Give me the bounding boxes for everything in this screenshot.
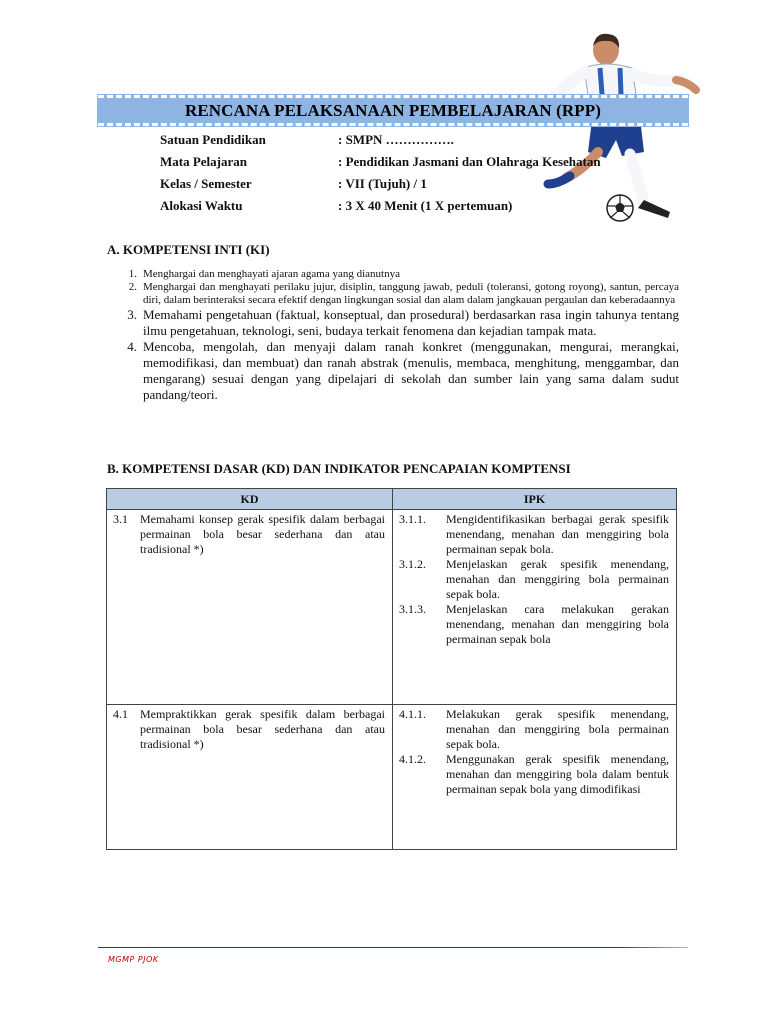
ipk-entry [399,707,669,752]
ipk-text: Melakukan gerak spesifik menendang, menahan dan menggiring bola permainan sepak bola. [446,707,669,751]
section-b-heading: B. KOMPETENSI DASAR (KD) DAN INDIKATOR PENCAPAIAN KOMPTENSI [107,461,571,476]
document-title: RENCANA PELAKSANAAN PEMBELAJARAN (RPP) [184,100,602,120]
kd-cell [107,510,393,705]
ki-number: 1. [128,268,137,280]
kd-code: 3.1 [113,512,128,526]
kd-column-header: KD [107,489,393,510]
ipk-code: 4.1.1. [399,707,426,721]
ki-text: Mencoba, mengolah, dan menyaji dalam ranah konkret (menggunakan, mengurai, merangkai, memodifikasi, dan membuat) dan ranah abstrak (menulis, membaca, menghitung, menggambar, dan mengarang) sesuai dengan yang dipelajari di sekolah dan sumber lain yang sama dalam sudut pandang/teori. [143,339,679,402]
identity-value: : 3 X 40 Menit (1 X pertemuan) [338,198,513,213]
footer-label: MGMP PJOK [108,955,159,964]
ki-item [107,268,679,281]
ipk-text: Menjelaskan cara melakukan gerakan menendang, menahan dan menggiring bola permainan sepak bola [446,602,669,646]
ipk-column-header: IPK [393,489,677,510]
identity-row [160,198,601,220]
identity-row [160,176,601,198]
kd-entry [113,512,385,557]
identity-block [160,132,601,220]
kd-text: Mempraktikkan gerak spesifik dalam berbagai permainan bola besar sederhana dan atau tradisional *) [140,707,385,751]
ki-number: 4. [127,339,137,354]
ki-list [107,268,679,403]
kd-entry [113,707,385,752]
ipk-code: 3.1.1. [399,512,426,526]
ipk-text: Menggunakan gerak spesifik menendang, menahan dan menggiring bola dalam bentuk permainan sepak bola yang dimodifikasi [446,752,669,796]
ipk-code: 4.1.2. [399,752,426,766]
kd-cell [107,705,393,850]
ipk-code: 3.1.3. [399,602,426,616]
title-banner [98,95,688,126]
identity-label: Mata Pelajaran [160,154,248,169]
section-a-heading: A. KOMPETENSI INTI (KI) [107,242,270,257]
ipk-entry [399,752,669,797]
ipk-entry [399,602,669,647]
ipk-cell [393,510,677,705]
table-row [107,510,677,705]
ki-text: Menghargai dan menghayati ajaran agama yang dianutnya [143,268,400,280]
identity-value: : SMPN ……………. [338,132,454,147]
ki-number: 2. [128,281,137,293]
ipk-text: Menjelaskan gerak spesifik menendang, menahan dan menggiring bola permainan sepak bola. [446,557,669,601]
table-row [107,705,677,850]
table-header-row [107,489,677,510]
identity-label: Kelas / Semester [160,176,252,191]
ipk-code: 3.1.2. [399,557,426,571]
footer-divider [98,947,688,948]
identity-row [160,154,601,176]
ki-text: Memahami pengetahuan (faktual, konseptual, dan prosedural) berdasarkan rasa ingin tahunya tentang ilmu pengetahuan, teknologi, seni, budaya terkait fenomena dan kejadian tampak mata. [143,307,679,338]
ipk-cell [393,705,677,850]
ki-item [107,281,679,307]
ki-item [107,339,679,403]
ipk-entry [399,557,669,602]
identity-value: : Pendidikan Jasmani dan Olahraga Kesehatan [338,154,601,169]
identity-label: Satuan Pendidikan [160,132,266,147]
ipk-entry [399,512,669,557]
kd-text: Memahami konsep gerak spesifik dalam berbagai permainan bola besar sederhana dan atau tradisional *) [140,512,385,556]
ki-item [107,307,679,339]
identity-value: : VII (Tujuh) / 1 [338,176,427,191]
ipk-text: Mengidentifikasikan berbagai gerak spesifik menendang, menahan dan menggiring bola permainan sepak bola. [446,512,669,556]
ki-number: 3. [127,307,137,322]
identity-label: Alokasi Waktu [160,198,243,213]
kd-code: 4.1 [113,707,128,721]
kd-ipk-table [106,488,677,850]
ki-text: Menghargai dan menghayati perilaku jujur, disiplin, tanggung jawab, peduli (toleransi, gotong royong), santun, percaya diri, dalam berinteraksi secara efektif dengan lingkungan sosial dan alam dalam jangkauan pergaulan dan keberadaannya [143,281,679,306]
identity-row [160,132,601,154]
